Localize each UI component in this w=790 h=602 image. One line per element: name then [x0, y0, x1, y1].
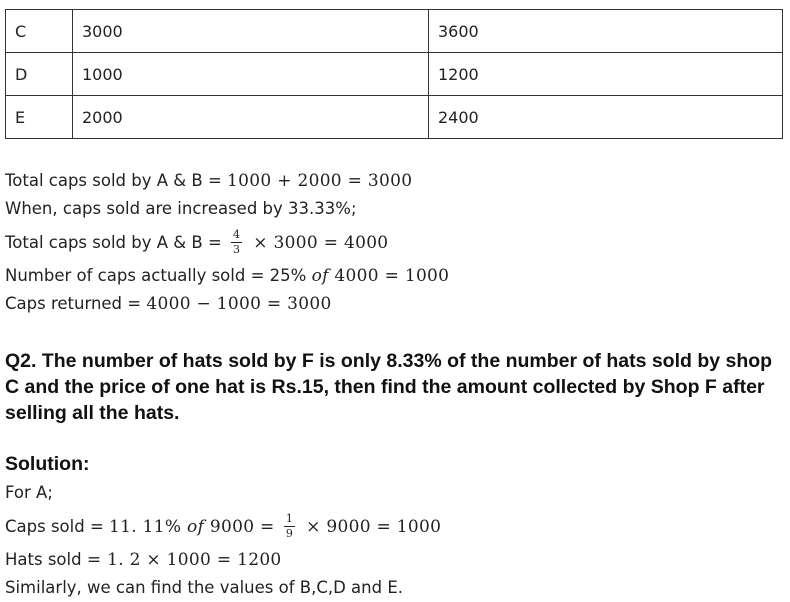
fraction-numerator: 1 — [285, 512, 293, 525]
calc-expression: 4000 = 1000 — [328, 266, 450, 286]
table-cell-hats: 2400 — [429, 96, 783, 139]
table-cell-caps: 2000 — [73, 96, 429, 139]
question-text: Q2. The number of hats sold by F is only 8.33% of the number of hats sold by shop C and the price of one hat is Rs.15, then find the amount collected by Shop F after selling all the hats. — [5, 350, 773, 424]
table-row — [6, 10, 783, 53]
calc-total-caps-increased-line — [5, 230, 388, 257]
solution-heading: Solution: — [5, 453, 90, 475]
calc-label: Total caps sold by A & B = — [5, 233, 228, 252]
calc-label: Number of caps actually sold = 25% — [5, 266, 312, 285]
fraction — [231, 229, 242, 256]
solution-caps-sold-line — [5, 514, 441, 541]
caps-percent: 11. 11% — [109, 517, 188, 537]
table-cell-caps: 3000 — [73, 10, 429, 53]
solution-for-a-line — [5, 482, 53, 504]
calc-label: Caps sold = — [5, 517, 110, 536]
table-cell-shop: D — [6, 53, 73, 96]
calc-expression: = 1. 2 × 1000 = 1200 — [86, 550, 282, 570]
calc-caps-sold-line — [5, 265, 449, 287]
table-cell-hats: 1200 — [429, 53, 783, 96]
caps-value: 9000 = — [204, 517, 275, 537]
fraction-denominator: 9 — [285, 527, 293, 540]
calc-label: Hats sold — [5, 550, 87, 569]
math-of: of — [311, 266, 329, 286]
table-row — [6, 96, 783, 139]
table-cell-hats: 3600 — [429, 10, 783, 53]
fraction-denominator: 3 — [233, 243, 241, 256]
math-of: of — [187, 517, 205, 537]
calc-caps-returned-line — [5, 293, 332, 315]
fraction-numerator: 4 — [233, 228, 241, 241]
table-cell-caps: 1000 — [73, 53, 429, 96]
table-cell-shop: E — [6, 96, 73, 139]
solution-similarly-line — [5, 577, 403, 599]
calc-text: When, caps sold are increased by 33.33%; — [5, 199, 357, 218]
solution-text: Similarly, we can find the values of B,C,D and E. — [5, 578, 403, 597]
shop-data-table — [5, 9, 783, 139]
calc-total-caps-line — [5, 170, 412, 192]
calc-label: Caps returned = — [5, 294, 147, 313]
solution-text: For A; — [5, 483, 53, 502]
fraction — [284, 513, 295, 540]
calc-expression: 4000 − 1000 = 3000 — [146, 294, 332, 314]
calc-expression: × 9000 = 1000 — [306, 517, 442, 537]
calc-expression: 1000 + 2000 = 3000 — [227, 171, 413, 191]
solution-hats-sold-line — [5, 549, 282, 571]
calc-label: Total caps sold by A & B = — [5, 171, 228, 190]
table-row — [6, 53, 783, 96]
calc-expression: × 3000 = 4000 — [253, 233, 389, 253]
table-cell-shop: C — [6, 10, 73, 53]
calc-increase-line — [5, 198, 357, 220]
